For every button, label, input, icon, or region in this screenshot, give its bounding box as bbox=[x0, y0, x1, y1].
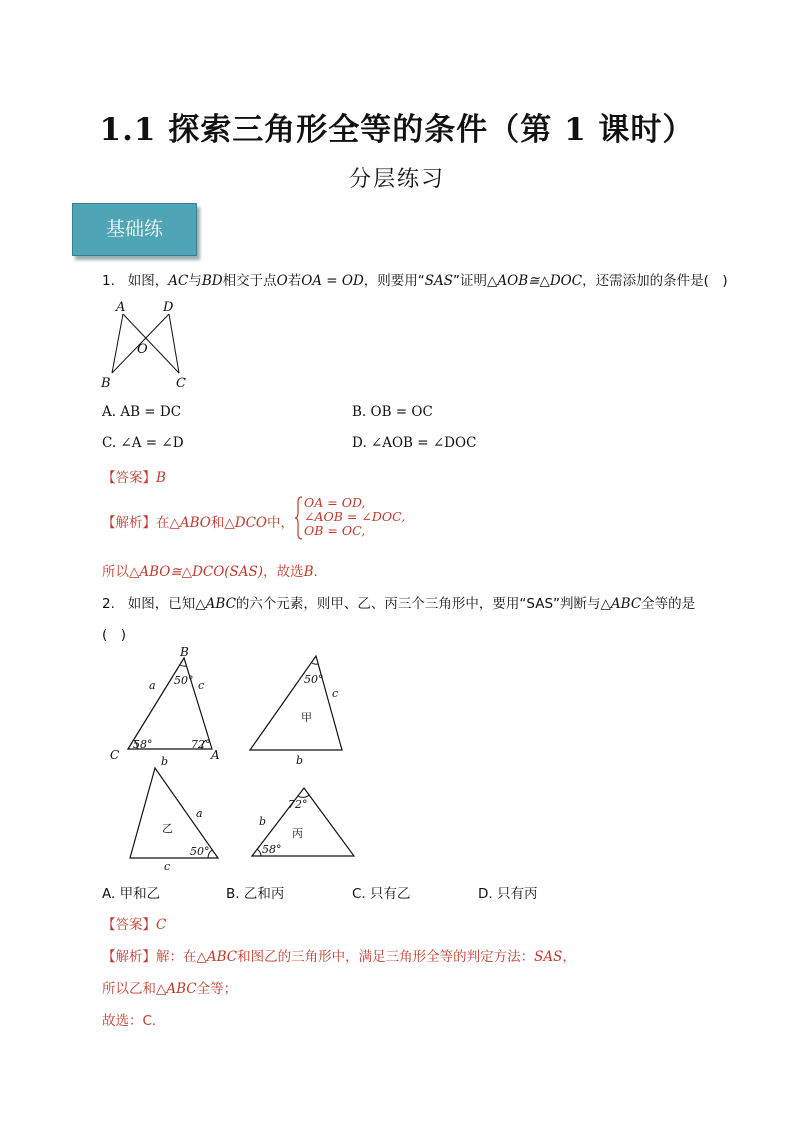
analysis-text: 全等； bbox=[196, 981, 238, 997]
jia-angle: 50° bbox=[304, 673, 324, 686]
q2-figure-bing bbox=[246, 782, 360, 862]
analysis-text: 在 bbox=[156, 515, 170, 531]
analysis-text: 解：在 bbox=[156, 949, 197, 965]
system-line: ∠AOB = ∠DOC, bbox=[304, 509, 406, 524]
label-a: A bbox=[211, 748, 220, 762]
analysis-math: △ABC bbox=[196, 949, 238, 965]
q1-stem-text: ”证明 bbox=[453, 273, 488, 289]
yi-name: 乙 bbox=[162, 822, 173, 835]
yi-side-c: c bbox=[164, 860, 171, 872]
q1-number: 1. bbox=[102, 273, 115, 289]
q2-option-b[interactable]: B. 乙和丙 bbox=[226, 886, 285, 902]
q1-stem-math: BD bbox=[201, 273, 223, 289]
answer-value: B bbox=[156, 470, 166, 486]
q2-option-c[interactable]: C. 只有乙 bbox=[352, 886, 411, 902]
q1-option-a[interactable]: A. AB = DC bbox=[102, 404, 182, 420]
answer-tag: 【答案】 bbox=[102, 470, 156, 486]
jia-side-b: b bbox=[296, 754, 304, 767]
page-subtitle: 分层练习 bbox=[348, 167, 445, 192]
angle-c: 58° bbox=[133, 738, 153, 751]
q1-stem-text: 如图， bbox=[127, 273, 169, 289]
q1-label-c: C bbox=[176, 376, 186, 391]
section-badge: 基础练 bbox=[72, 203, 197, 256]
brace-icon bbox=[294, 496, 304, 540]
q1-equation-system bbox=[304, 496, 405, 538]
q1-stem-text: ，还需添加的条件是( ) bbox=[582, 273, 728, 289]
system-line: OA = OD, bbox=[304, 495, 366, 510]
q2-figure-jia bbox=[244, 652, 354, 768]
analysis-text: 中， bbox=[266, 515, 294, 531]
analysis-text: 所以乙和 bbox=[102, 981, 156, 997]
conclusion-text: . bbox=[313, 564, 318, 580]
q2-analysis-line2 bbox=[102, 977, 237, 997]
q1-stem-text: 若 bbox=[287, 273, 302, 289]
bing-name: 丙 bbox=[292, 827, 303, 840]
analysis-tag: 【解析】 bbox=[102, 949, 156, 965]
q1-stem-text: 相交于点 bbox=[222, 273, 277, 289]
q1-stem-math: AC bbox=[168, 273, 189, 289]
answer-tag: 【答案】 bbox=[102, 917, 156, 933]
side-a: a bbox=[149, 679, 156, 692]
q2-answer bbox=[102, 913, 166, 933]
analysis-math: SAS bbox=[534, 949, 563, 965]
analysis-text: ， bbox=[562, 949, 576, 965]
q2-stem-math: △ABC bbox=[600, 596, 642, 612]
q2-number: 2. bbox=[102, 596, 115, 612]
side-b: b bbox=[161, 755, 169, 766]
yi-angle: 50° bbox=[190, 845, 210, 858]
bing-angle-72: 72° bbox=[288, 798, 308, 811]
q1-label-d: D bbox=[163, 300, 174, 315]
angle-a: 72° bbox=[191, 738, 211, 751]
system-line: OB = OC, bbox=[304, 523, 366, 538]
q1-conclusion bbox=[102, 560, 318, 580]
side-c: c bbox=[198, 679, 205, 692]
analysis-tag: 【解析】 bbox=[102, 515, 156, 531]
q2-stem-text: 的六个元素，则甲、乙、丙三个三角形中，要用“SAS”判断与 bbox=[235, 596, 601, 612]
q2-figure-abc bbox=[104, 644, 234, 766]
q2-stem-math: △ABC bbox=[195, 596, 236, 612]
q2-analysis bbox=[102, 945, 576, 965]
q2-stem-paren: ( ) bbox=[102, 627, 127, 643]
q1-stem-text: ，则要用“ bbox=[363, 273, 425, 289]
q1-label-o: O bbox=[137, 342, 148, 357]
q1-stem-math: SAS bbox=[424, 273, 454, 289]
q1-stem-math: O bbox=[276, 273, 288, 289]
bing-angle-58: 58° bbox=[262, 843, 282, 856]
q2-option-a[interactable]: A. 甲和乙 bbox=[102, 886, 161, 902]
analysis-math: △ABC bbox=[156, 981, 197, 997]
label-c: C bbox=[110, 748, 120, 762]
q1-option-d[interactable]: D. ∠AOB = ∠DOC bbox=[352, 435, 477, 451]
bing-side-b: b bbox=[259, 815, 267, 828]
conclusion-math: B bbox=[303, 564, 314, 580]
q1-stem bbox=[102, 269, 728, 289]
q1-stem-math: △AOB≅△DOC bbox=[487, 273, 583, 289]
angle-b: 50° bbox=[174, 674, 194, 687]
q1-option-c[interactable]: C. ∠A = ∠D bbox=[102, 435, 184, 451]
conclusion-text: ，故选 bbox=[263, 564, 304, 580]
q2-option-d[interactable]: D. 只有丙 bbox=[478, 886, 538, 902]
jia-side-c: c bbox=[332, 687, 339, 700]
q2-stem-text: 全等的是 bbox=[641, 596, 696, 612]
q1-option-b[interactable]: B. OB = OC bbox=[352, 404, 433, 420]
q1-answer bbox=[102, 466, 166, 486]
answer-value: C bbox=[156, 917, 167, 933]
q1-analysis bbox=[102, 511, 294, 531]
jia-name: 甲 bbox=[301, 711, 312, 724]
label-b: B bbox=[180, 645, 189, 659]
conclusion-text: 所以 bbox=[102, 564, 129, 580]
q2-analysis-line3: 故选：C. bbox=[102, 1013, 157, 1029]
q2-figure-yi bbox=[122, 764, 228, 872]
q1-stem-text: 与 bbox=[188, 273, 202, 289]
q1-label-b: B bbox=[101, 376, 111, 391]
q1-label-a: A bbox=[116, 300, 126, 315]
q1-stem-math: OA = OD bbox=[301, 273, 364, 289]
page-title: 1.1 探索三角形全等的条件（第 1 课时） bbox=[99, 112, 695, 148]
yi-side-a: a bbox=[196, 807, 203, 820]
analysis-text: 和 bbox=[210, 515, 225, 531]
q1-figure bbox=[96, 296, 196, 392]
analysis-math: △ABO bbox=[169, 515, 211, 531]
q2-stem-text: 如图，已知 bbox=[127, 596, 196, 612]
q2-stem bbox=[102, 592, 695, 612]
conclusion-math: △ABO≅△DCO(SAS) bbox=[129, 564, 264, 580]
analysis-math: △DCO bbox=[224, 515, 267, 531]
analysis-text: 和图乙的三角形中，满足三角形全等的判定方法： bbox=[237, 949, 535, 965]
